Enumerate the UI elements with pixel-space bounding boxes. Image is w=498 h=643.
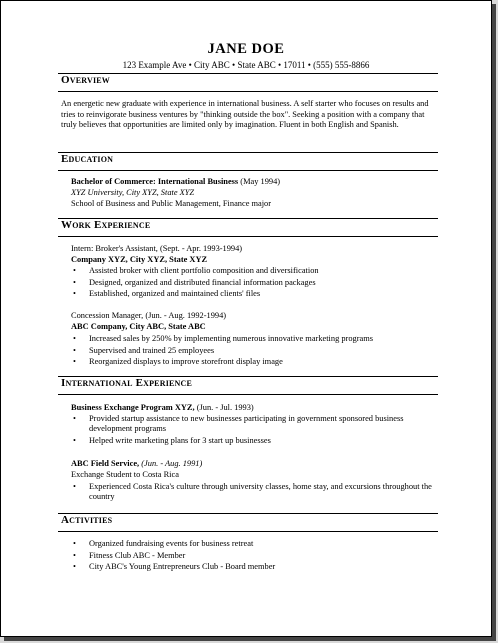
school-detail: School of Business and Public Management, Finance major <box>71 199 272 208</box>
job-title: Concession Manager, (Jun. - Aug. 1992-1994) <box>71 311 227 320</box>
program-duties-list <box>71 414 439 447</box>
overview-text: An energetic new graduate with experience in international business. A self starter who focuses on results and tries to reinvigorate business ventures by "thinking outside the box". Seeking a position with a company that truly believes that opportunities are limited only by imagination. Fluent in both English and Spanish. <box>61 99 429 130</box>
section-divider <box>58 73 438 74</box>
section-divider <box>58 91 438 92</box>
program-date: (Jun. - Aug. 1991) <box>139 459 203 468</box>
section-divider <box>58 170 438 171</box>
program-name: Business Exchange Program XYZ, <box>71 403 195 412</box>
degree-date: (May 1994) <box>238 177 281 186</box>
program-line <box>71 459 202 468</box>
section-divider <box>58 513 438 514</box>
education-heading: Education <box>61 153 114 165</box>
list-item: • City ABC's Young Entrepreneurs Club - Board member <box>71 562 439 572</box>
contact-info: 123 Example Ave • City ABC • State ABC • 17011 • (555) 555-8866 <box>122 60 370 70</box>
degree: Bachelor of Commerce: International Business <box>71 177 239 186</box>
program-line <box>71 403 254 412</box>
program-duties-list <box>71 482 439 504</box>
program-date: (Jun. - Jul. 1993) <box>194 403 254 412</box>
section-divider <box>58 394 438 395</box>
list-item: • Provided startup assistance to new businesses participating in government sponsored business development programs <box>71 414 439 434</box>
list-item: • Established, organized and maintained clients' files <box>71 289 439 299</box>
list-item: • Assisted broker with client portfolio composition and diversification <box>71 266 439 276</box>
program-name: ABC Field Service, <box>71 459 140 468</box>
job-title: Intern: Broker's Assistant, (Sept. - Apr. 1993-1994) <box>71 244 243 253</box>
work-heading: Work Experience <box>61 219 151 231</box>
school-name: XYZ University, City XYZ, State XYZ <box>71 188 195 197</box>
degree-line <box>71 177 280 186</box>
list-item: • Helped write marketing plans for 3 start up businesses <box>71 436 439 446</box>
list-item: • Designed, organized and distributed financial information packages <box>71 278 439 288</box>
section-divider <box>58 236 438 237</box>
international-heading: International Experience <box>61 377 193 389</box>
list-item: • Fitness Club ABC - Member <box>71 551 439 561</box>
list-item: • Increased sales by 250% by implementing numerous innovative marketing programs <box>71 334 439 344</box>
overview-heading: Overview <box>61 74 110 86</box>
job-company: Company XYZ, City XYZ, State XYZ <box>71 255 208 264</box>
program-subtitle: Exchange Student to Costa Rica <box>71 470 179 479</box>
job-duties-list <box>71 266 439 301</box>
activities-list <box>71 539 439 574</box>
job-duties-list <box>71 334 439 369</box>
list-item: • Reorganized displays to improve storefront display image <box>71 357 439 367</box>
list-item: • Organized fundraising events for business retreat <box>71 539 439 549</box>
section-divider <box>58 531 438 532</box>
activities-heading: Activities <box>61 514 113 526</box>
list-item: • Experienced Costa Rica's culture through university classes, home stay, and excursions throughout the country <box>71 482 439 502</box>
list-item: • Supervised and trained 25 employees <box>71 346 439 356</box>
section-divider <box>58 152 438 153</box>
candidate-name: JANE DOE <box>207 41 285 57</box>
job-company: ABC Company, City ABC, State ABC <box>71 322 206 331</box>
